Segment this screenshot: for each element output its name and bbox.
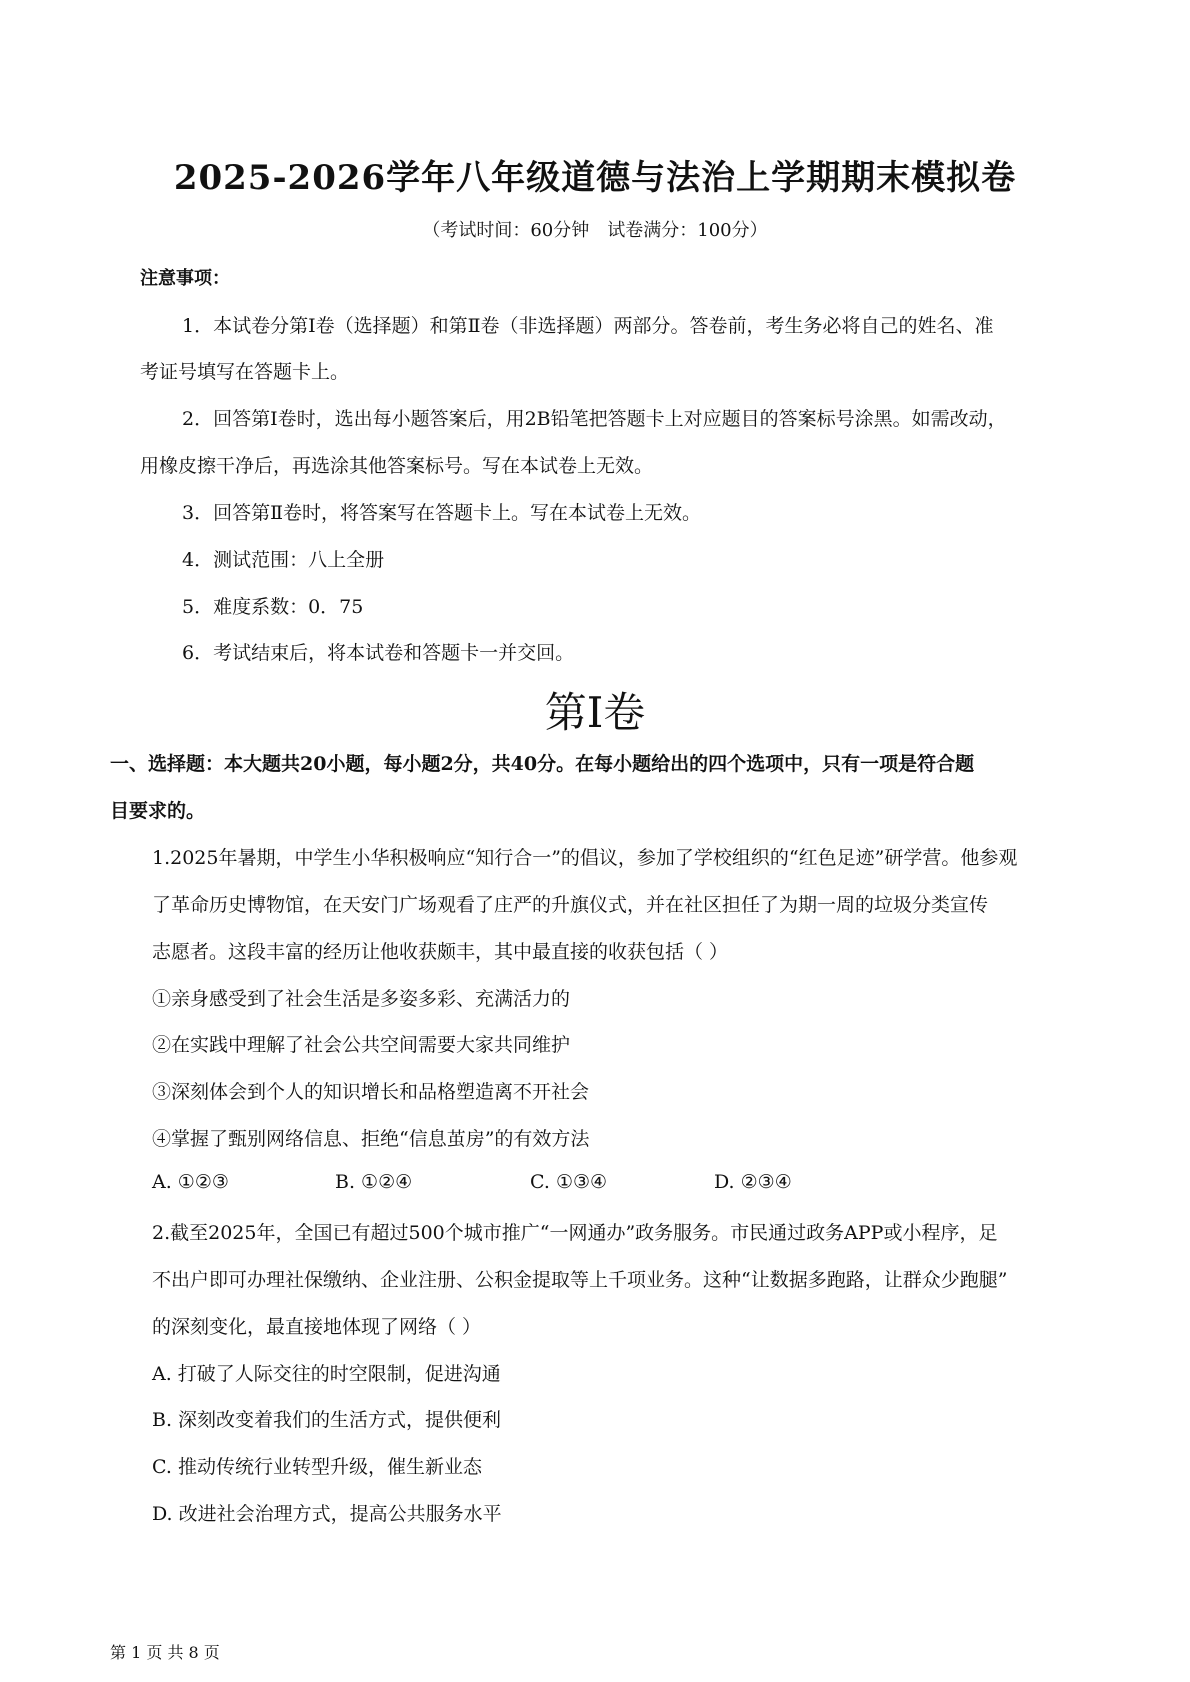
section-instruction-line-1: 一、选择题：本大题共20小题，每小题2分，共40分。在每小题给出的四个选项中，只有一项是符合题	[110, 753, 975, 775]
question-1-statement-4: ④掌握了甄别网络信息、拒绝“信息茧房”的有效方法	[152, 1128, 590, 1150]
question-2-option-d: D. 改进社会治理方式，提高公共服务水平	[152, 1503, 502, 1525]
question-2-option-b: B. 深刻改变着我们的生活方式，提供便利	[152, 1409, 502, 1431]
section-instruction-line-2: 目要求的。	[110, 800, 206, 822]
question-1-stem-line-1: 1.2025年暑期，中学生小华积极响应“知行合一”的倡议，参加了学校组织的“红色足迹”研学营。他参观	[152, 847, 1018, 869]
question-1-stem-line-3: 志愿者。这段丰富的经历让他收获颇丰，其中最直接的收获包括（ ）	[152, 941, 729, 963]
question-2-option-c: C. 推动传统行业转型升级，催生新业态	[152, 1456, 482, 1478]
question-2-stem-line-3: 的深刻变化，最直接地体现了网络（ ）	[152, 1316, 482, 1338]
question-1-statement-3: ③深刻体会到个人的知识增长和品格塑造离不开社会	[152, 1081, 590, 1103]
page-footer: 第 1 页 共 8 页	[110, 1643, 220, 1662]
question-1-stem-line-2: 了革命历史博物馆，在天安门广场观看了庄严的升旗仪式，并在社区担任了为期一周的垃圾分类宣传	[152, 894, 989, 916]
question-1-statement-1: ①亲身感受到了社会生活是多姿多彩、充满活力的	[152, 988, 571, 1010]
question-2-stem-line-2: 不出户即可办理社保缴纳、企业注册、公积金提取等上千项业务。这种“让数据多跑路，让群众少跑腿”	[152, 1269, 1008, 1291]
note-item-3: 3．回答第Ⅱ卷时，将答案写在答题卡上。写在本试卷上无效。	[182, 502, 702, 524]
note-item-2-line-1: 2．回答第Ⅰ卷时，选出每小题答案后，用2B铅笔把答题卡上对应题目的答案标号涂黑。如需改动，	[182, 408, 1007, 430]
note-item-6: 6．考试结束后，将本试卷和答题卡一并交回。	[182, 642, 575, 664]
exam-title: 2025-2026学年八年级道德与法治上学期期末模拟卷	[173, 158, 1017, 198]
question-1-option-d: D. ②③④	[714, 1171, 792, 1193]
question-1-statement-2: ②在实践中理解了社会公共空间需要大家共同维护	[152, 1034, 571, 1056]
question-2-option-a: A. 打破了人际交往的时空限制，促进沟通	[152, 1363, 501, 1385]
question-1-option-c: C. ①③④	[530, 1171, 608, 1193]
note-item-2-line-2: 用橡皮擦干净后，再选涂其他答案标号。写在本试卷上无效。	[140, 455, 654, 477]
note-item-5: 5．难度系数：0．75	[182, 596, 364, 618]
question-1-option-b: B. ①②④	[335, 1171, 413, 1193]
question-2-stem-line-1: 2.截至2025年，全国已有超过500个城市推广“一网通办”政务服务。市民通过政务APP或小程序，足	[152, 1222, 998, 1244]
section-title: 第Ⅰ卷	[544, 688, 646, 737]
exam-subtitle: （考试时间：60分钟 试卷满分：100分）	[422, 220, 768, 241]
note-item-1-line-1: 1．本试卷分第Ⅰ卷（选择题）和第Ⅱ卷（非选择题）两部分。答卷前，考生务必将自己的姓名、准	[182, 315, 994, 337]
notes-heading: 注意事项：	[140, 268, 230, 289]
note-item-1-line-2: 考证号填写在答题卡上。	[140, 361, 350, 383]
question-1-option-a: A. ①②③	[152, 1171, 229, 1193]
note-item-4: 4．测试范围：八上全册	[182, 549, 385, 571]
